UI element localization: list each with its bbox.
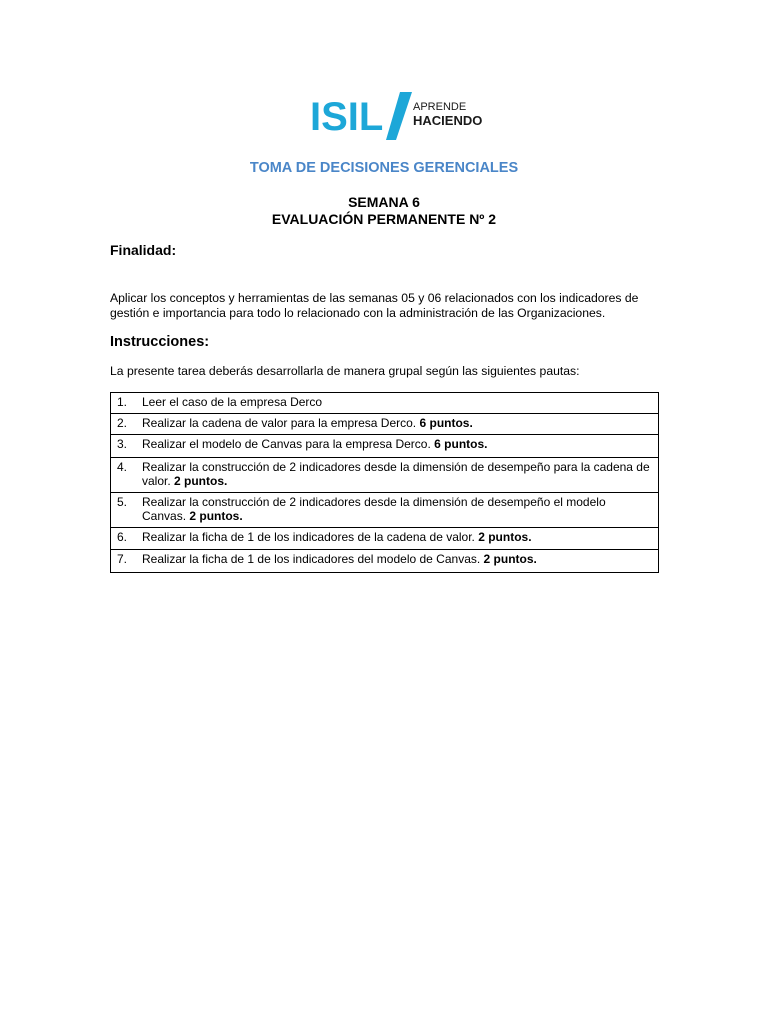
task-row [111,393,659,414]
finalidad-text: Aplicar los conceptos y herramientas de las semanas 05 y 06 relacionados con los indicadores de gestión e importancia para todo lo relacionado con la administración de las Organizaciones. [110,291,639,320]
task-row [111,493,659,528]
task-text-wrap [142,530,652,544]
task-text-wrap [142,460,652,488]
task-text: Realizar la construcción de 2 indicadores desde la dimensión de desempeño el modelo Canvas. [142,495,606,523]
evaluation-title: EVALUACIÓN PERMANENTE Nº 2 [271,211,497,227]
task-text: Realizar la construcción de 2 indicadores desde la dimensión de desempeño para la cadena de valor. [142,460,650,488]
task-points: 2 puntos. [174,474,228,488]
task-row [111,528,659,550]
task-cell [111,435,659,458]
task-cell [111,393,659,414]
task-text-wrap [142,552,652,566]
task-cell [111,550,659,573]
task-text: Leer el caso de la empresa Derco [142,395,323,409]
logo-brand-text: ISIL [310,95,384,139]
isil-logo-graphic [308,88,488,144]
task-text: Realizar la cadena de valor para la empresa Derco. [142,416,420,430]
task-cell [111,528,659,550]
week-title: SEMANA 6 [348,194,420,210]
task-points: 2 puntos. [189,509,243,523]
isil-logo [308,88,488,144]
finalidad-heading: Finalidad: [110,242,177,258]
task-text-wrap [142,395,652,409]
task-number: 1. [117,395,128,409]
instrucciones-heading: Instrucciones: [110,334,210,350]
task-row [111,458,659,493]
instrucciones-intro: La presente tarea deberás desarrollarla de manera grupal según las siguientes pautas: [110,364,580,378]
task-number: 7. [117,552,128,566]
task-row [111,414,659,435]
task-row [111,550,659,573]
task-points: 2 puntos. [478,530,532,544]
task-row [111,435,659,458]
task-points: 6 puntos. [434,437,488,451]
task-cell [111,493,659,528]
logo-tagline-top: APRENDE [413,101,467,113]
task-number: 5. [117,495,128,509]
task-text-wrap [142,437,652,451]
task-text-wrap [142,495,652,523]
task-number: 2. [117,416,128,430]
task-points: 2 puntos. [483,552,537,566]
logo-tagline-bottom: HACIENDO [413,113,483,128]
task-text: Realizar la ficha de 1 de los indicadores del modelo de Canvas. [142,552,484,566]
task-text: Realizar el modelo de Canvas para la empresa Derco. [142,437,435,451]
task-text: Realizar la ficha de 1 de los indicadores de la cadena de valor. [142,530,479,544]
logo-slash [386,92,412,140]
task-cell [111,458,659,493]
task-number: 3. [117,437,128,451]
course-title: TOMA DE DECISIONES GERENCIALES [249,160,519,176]
task-cell [111,414,659,435]
task-points: 6 puntos. [419,416,473,430]
task-text-wrap [142,416,652,430]
tasks-table [110,392,659,573]
task-number: 4. [117,460,128,474]
task-number: 6. [117,530,128,544]
